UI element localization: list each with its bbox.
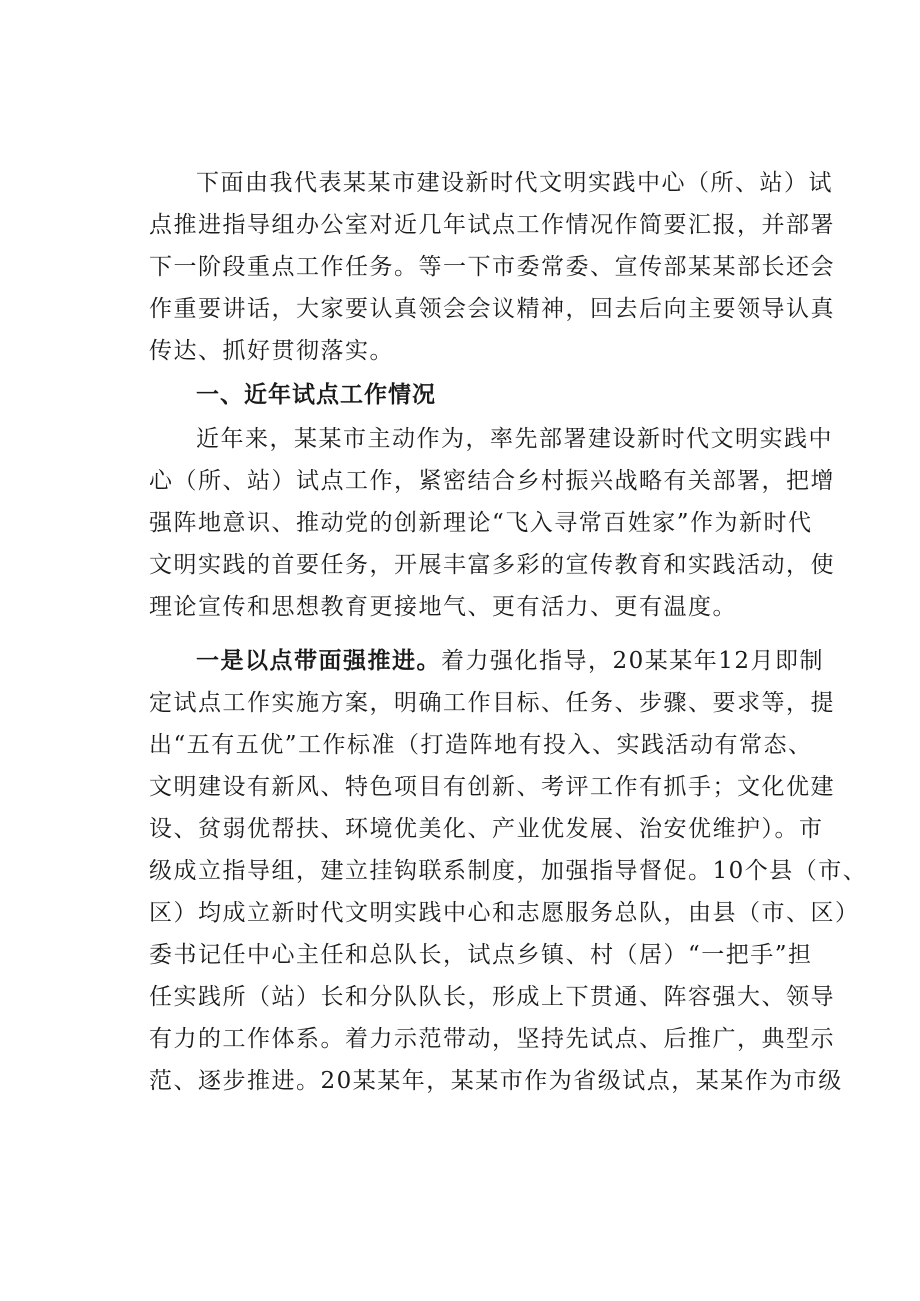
- paragraph-2-line-2: 心（所、站）试点工作，紧密结合乡村振兴战略有关部署，把增: [149, 468, 835, 494]
- paragraph-2-line-4: 文明实践的首要任务，开展丰富多彩的宣传教育和实践活动，使: [149, 552, 835, 578]
- paragraph-3-line-9: 任实践所（站）长和分队队长，形成上下贯通、阵容强大、领导: [149, 984, 835, 1010]
- paragraph-3-line-3: 出“五有五优”工作标准（打造阵地有投入、实践活动有常态、: [149, 732, 813, 758]
- paragraph-1-line-2: 点推进指导组办公室对近几年试点工作情况作简要汇报，并部署: [149, 212, 835, 238]
- paragraph-1-line-3: 下一阶段重点工作任务。等一下市委常委、宣传部某某部长还会: [149, 254, 835, 280]
- paragraph-3-lead: 一是以点带面强推进。: [196, 647, 441, 674]
- paragraph-3-line-1: [0, 646, 920, 676]
- paragraph-3-line-7: 区）均成立新时代文明实践中心和志愿服务总队，由县（市、区）: [149, 900, 860, 926]
- paragraph-3-line-1-rest: 着力强化指导，20某某年12月即制: [441, 648, 825, 674]
- paragraph-3-line-8: 委书记任中心主任和总队长，试点乡镇、村（居）“一把手”担: [149, 942, 813, 968]
- paragraph-2-line-5: 理论宣传和思想教育更接地气、更有活力、更有温度。: [149, 594, 737, 620]
- paragraph-2-line-1: 近年来，某某市主动作为，率先部署建设新时代文明实践中: [196, 426, 833, 452]
- section-heading: 一、近年试点工作情况: [196, 382, 436, 408]
- paragraph-2-line-3: 强阵地意识、推动党的创新理论“飞入寻常百姓家”作为新时代: [149, 510, 813, 536]
- paragraph-3-line-4: 文明建设有新风、特色项目有创新、考评工作有抓手；文化优建: [149, 774, 835, 800]
- paragraph-1-line-1: 下面由我代表某某市建设新时代文明实践中心（所、站）试: [196, 170, 833, 196]
- paragraph-3-line-11: 范、逐步推进。20某某年，某某市作为省级试点，某某作为市级: [149, 1068, 843, 1094]
- paragraph-3-line-2: 定试点工作实施方案，明确工作目标、任务、步骤、要求等，提: [149, 690, 835, 716]
- paragraph-3-line-6: 级成立指导组，建立挂钩联系制度，加强指导督促。10个县（市、: [149, 858, 868, 884]
- paragraph-1-line-5: 传达、抓好贯彻落实。: [149, 338, 394, 364]
- paragraph-3-line-10: 有力的工作体系。着力示范带动，坚持先试点、后推广，典型示: [149, 1026, 835, 1052]
- paragraph-1-line-4: 作重要讲话，大家要认真领会会议精神，回去后向主要领导认真: [149, 296, 835, 322]
- paragraph-3-line-5: 设、贫弱优帮扶、环境优美化、产业优发展、治安优维护）。市: [149, 816, 824, 842]
